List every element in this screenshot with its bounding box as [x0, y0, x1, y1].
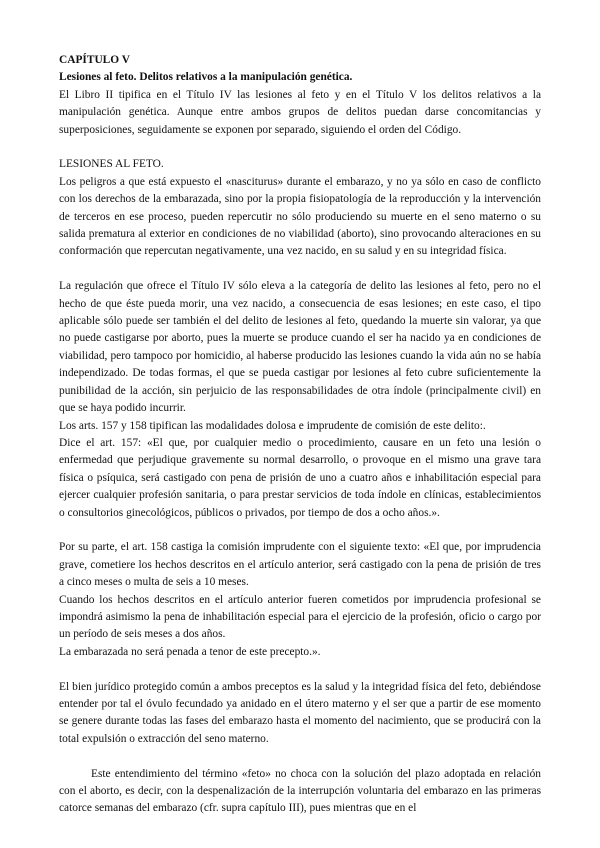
paragraph-2: La regulación que ofrece el Título IV sólo eleva a la categoría de delito las lesiones al feto, pero no el hecho de que éste pueda morir, una vez nacido, a consecuencia de esas lesiones; en este caso, el tipo aplicable sólo puede ser también el del delito de lesiones al feto, quedando la muerte sin valorar, ya que no puede castigarse por aborto, pues la muerte se produce cuando el ser ha nacido ya en condiciones de viabilidad, pero tampoco por homicidio, al haberse producido las lesiones cuando la vida aún no se había independizado. De todas formas, el que se pueda castigar por lesiones al feto cubre suficientemente la punibilidad de la acción, sin perjuicio de las responsabilidades de otra índole (principalmente civil) en que se haya podido incurrir.	[59, 280, 541, 415]
paragraph-5: Por su parte, el art. 158 castiga la comisión imprudente con el siguiente texto: «El que, por imprudencia grave, cometiere los hechos descritos en el artículo anterior, será castigado con la pena de prisión de tres a cinco meses o multa de seis a 10 meses.	[59, 541, 541, 589]
spacer	[59, 139, 541, 156]
chapter-subtitle: Lesiones al feto. Delitos relativos a la manipulación genética.	[59, 71, 353, 84]
paragraph-7: La embarazada no será penada a tenor de este precepto.».	[59, 645, 321, 658]
paragraph-8: El bien jurídico protegido común a ambos preceptos es la salud y la integridad física del feto, debiéndose entender por tal el óvulo fecundado ya anidado en el útero materno y el ser que a partir de ese momento se genere durante todas las fases del embarazo hasta el momento del nacimiento, que se producirá con la total expulsión o extracción del seno materno.	[59, 680, 541, 745]
section-heading: LESIONES AL FETO.	[59, 158, 164, 171]
spacer	[59, 522, 541, 539]
paragraph-9: Este entendimiento del término «feto» no choca con la solución del plazo adoptada en relación con el aborto, es decir, con la despenalización de la interrupción voluntaria del embarazo en las primeras catorce semanas del embarazo (cfr. supra capítulo III), pues mientras que en el	[59, 767, 541, 815]
paragraph-1: Los peligros a que está expuesto el «nasciturus» durante el embarazo, y no ya sólo en caso de conflicto con los derechos de la embarazada, sino por la propia fisiopatología de la reproducción y la intervención de terceros en ese proceso, pueden repercutir no sólo produciendo su muerte en el seno materno o su salida prematura al exterior en condiciones de no viabilidad (aborto), sino provocando alteraciones en su conformación que repercutan negativamente, una vez nacido, en su salud y en su integridad física.	[59, 175, 541, 258]
document-body	[59, 52, 541, 818]
chapter-title: CAPÍTULO V	[59, 54, 130, 66]
paragraph-6: Cuando los hechos descritos en el artículo anterior fueren cometidos por imprudencia profesional se impondrá asimismo la pena de inhabilitación especial para el ejercicio de la profesión, oficio o cargo por un período de seis meses a dos años.	[59, 593, 541, 641]
spacer	[59, 661, 541, 678]
paragraph-4: Dice el art. 157: «El que, por cualquier medio o procedimiento, causare en un feto una lesión o enfermedad que perjudique gravemente su normal desarrollo, o provoque en el mismo una grave tara física o psíquica, será castigado con pena de prisión de uno a cuatro años e inhabilitación especial para ejercer cualquier profesión sanitaria, o para prestar servicios de toda índole en clínicas, establecimientos o consultorios ginecológicos, públicos o privados, por tiempo de dos a ocho años.».	[59, 436, 541, 519]
intro-paragraph: El Libro II tipifica en el Título IV las lesiones al feto y en el Título V los delitos relativos a la manipulación genética. Aunque entre ambos grupos de delitos puedan darse concomitancias y superposiciones, seguidamente se exponen por separado, siguiendo el orden del Código.	[59, 88, 541, 136]
spacer	[59, 748, 541, 765]
spacer	[59, 261, 541, 278]
paragraph-3: Los arts. 157 y 158 tipifican las modalidades dolosa e imprudente de comisión de este delito:.	[59, 419, 486, 432]
